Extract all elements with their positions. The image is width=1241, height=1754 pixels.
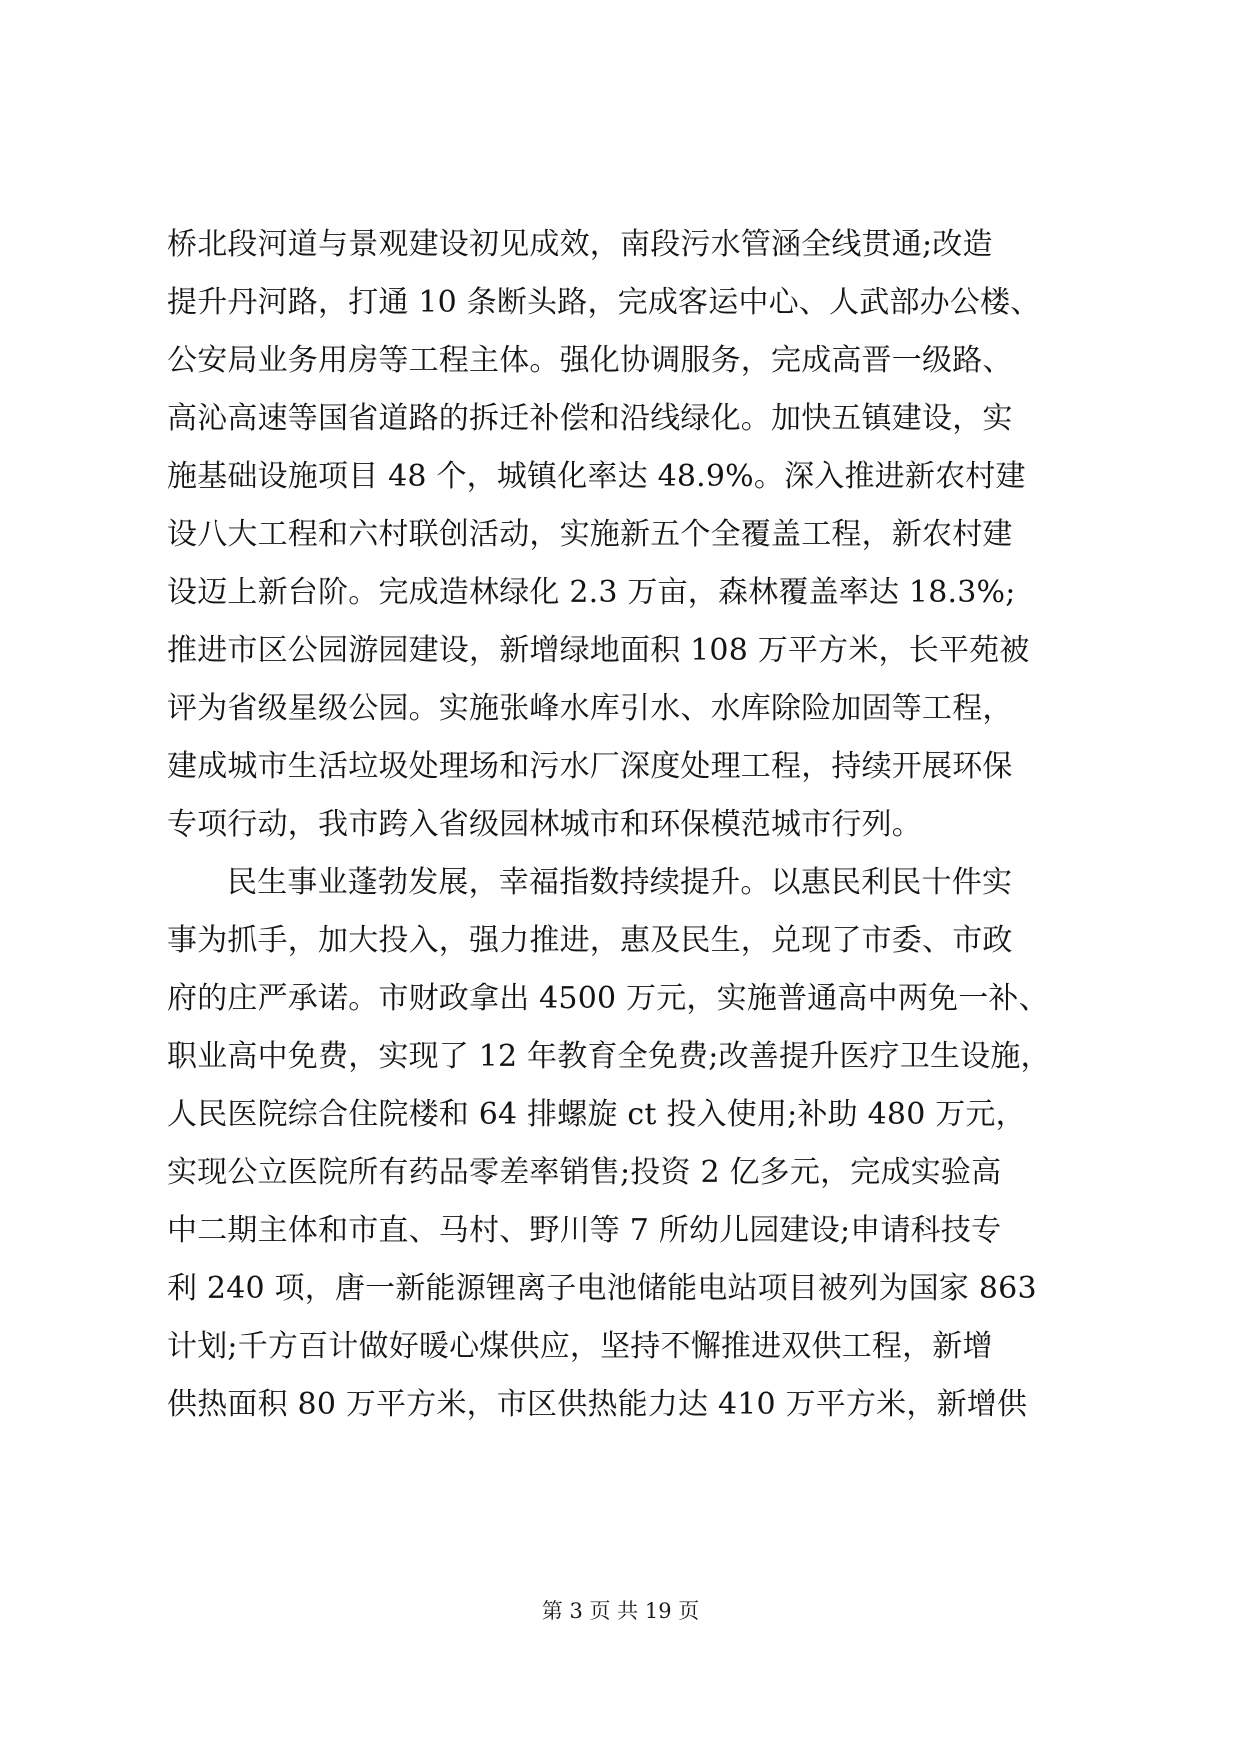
paragraph-2-line-3: 府的庄严承诺。市财政拿出 4500 万元，实施普通高中两免一补、 xyxy=(167,981,1049,1016)
paragraph-1-line-3: 公安局业务用房等工程主体。强化协调服务，完成高晋一级路、 xyxy=(167,343,1013,378)
paragraph-2-line-6: 实现公立医院所有药品零差率销售;投资 2 亿多元，完成实验高 xyxy=(167,1155,1002,1190)
paragraph-2-line-8: 利 240 项，唐一新能源锂离子电池储能电站项目被列为国家 863 xyxy=(167,1271,1037,1306)
paragraph-1-line-11: 专项行动，我市跨入省级园林城市和环保模范城市行列。 xyxy=(167,807,922,842)
paragraph-2-line-10: 供热面积 80 万平方米，市区供热能力达 410 万平方米，新增供 xyxy=(167,1387,1028,1422)
paragraph-1-line-7: 设迈上新台阶。完成造林绿化 2.3 万亩，森林覆盖率达 18.3%; xyxy=(167,575,1016,610)
paragraph-1-line-10: 建成城市生活垃圾处理场和污水厂深度处理工程，持续开展环保 xyxy=(167,749,1013,784)
paragraph-1-line-5: 施基础设施项目 48 个，城镇化率达 48.9%。深入推进新农村建 xyxy=(167,459,1026,494)
paragraph-2-line-5: 人民医院综合住院楼和 64 排螺旋 ct 投入使用;补助 480 万元， xyxy=(167,1097,1026,1132)
paragraph-1-line-6: 设八大工程和六村联创活动，实施新五个全覆盖工程，新农村建 xyxy=(167,517,1013,552)
paragraph-1-line-9: 评为省级星级公园。实施张峰水库引水、水库除险加固等工程， xyxy=(167,691,1013,726)
paragraph-1-line-4: 高沁高速等国省道路的拆迁补偿和沿线绿化。加快五镇建设，实 xyxy=(167,401,1013,436)
paragraph-2-line-9: 计划;千方百计做好暖心煤供应，坚持不懈推进双供工程，新增 xyxy=(167,1329,993,1364)
paragraph-2-line-7: 中二期主体和市直、马村、野川等 7 所幼儿园建设;申请科技专 xyxy=(167,1213,1002,1248)
paragraph-2-line-1: 民生事业蓬勃发展，幸福指数持续提升。以惠民利民十件实 xyxy=(227,865,1013,900)
page-number-label: 第 3 页 共 19 页 xyxy=(541,1599,700,1623)
paragraph-1-line-1: 桥北段河道与景观建设初见成效，南段污水管涵全线贯通;改造 xyxy=(167,227,993,262)
paragraph-2-line-4: 职业高中免费，实现了 12 年教育全免费;改善提升医疗卫生设施， xyxy=(167,1039,1051,1074)
paragraph-1-line-2: 提升丹河路，打通 10 条断头路，完成客运中心、人武部办公楼、 xyxy=(167,285,1041,320)
paragraph-1-line-8: 推进市区公园游园建设，新增绿地面积 108 万平方米，长平苑被 xyxy=(167,633,1030,668)
page-footer xyxy=(0,1597,1241,1625)
paragraph-2-line-2: 事为抓手，加大投入，强力推进，惠及民生，兑现了市委、市政 xyxy=(167,923,1013,958)
